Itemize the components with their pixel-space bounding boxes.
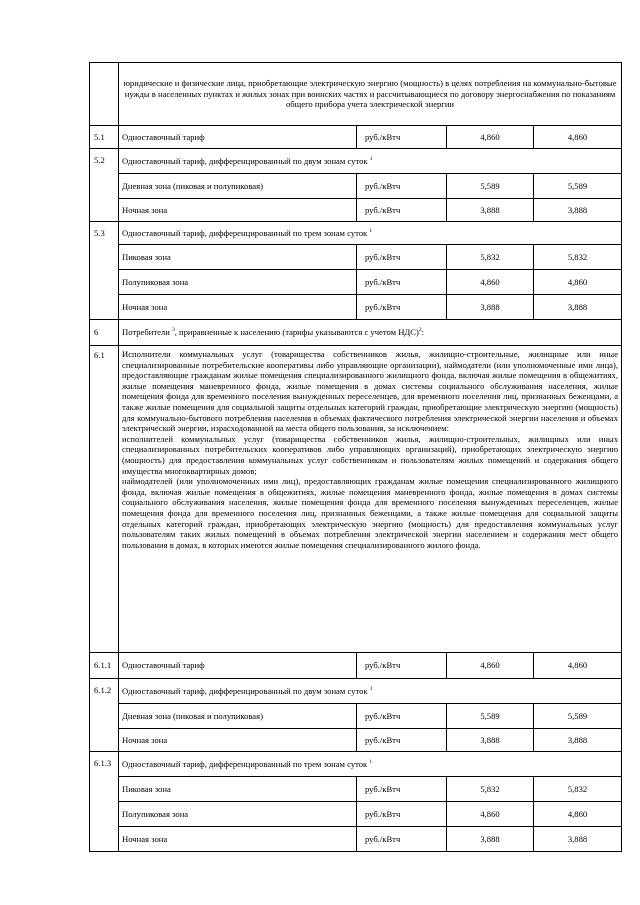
footnote-mark: 1 <box>369 685 373 692</box>
zone-label: Ночная зона <box>119 827 357 852</box>
tariff-table <box>89 62 622 852</box>
value-second-half: 4,860 <box>534 270 622 295</box>
table-row <box>90 222 622 245</box>
category-text-cont: , приравненные к населению (тарифы указываются с учетом НДС) <box>174 327 419 338</box>
tariff-group-label <box>119 149 622 174</box>
row-number: 5.3 <box>90 222 119 320</box>
value-first-half: 5,589 <box>447 704 534 729</box>
zone-label: Полупиковая зона <box>119 270 357 295</box>
value-second-half: 4,860 <box>534 126 622 149</box>
value-first-half: 4,860 <box>447 270 534 295</box>
value-second-half: 5,832 <box>534 777 622 802</box>
unit-cell: руб./кВтч <box>357 729 447 752</box>
footnote-mark: 1 <box>369 227 373 234</box>
footnote-mark: 3 <box>171 327 175 334</box>
value-second-half: 4,860 <box>534 653 622 679</box>
unit-cell: руб./кВтч <box>357 270 447 295</box>
tariff-group-label <box>119 222 622 245</box>
unit-cell: руб./кВтч <box>357 126 447 149</box>
row-number: 6 <box>90 320 119 346</box>
tariff-group-text: Одноставочный тариф, дифференцированный по двум зонам суток <box>122 155 368 166</box>
tariff-label: Одноставочный тариф <box>119 126 357 149</box>
table-row <box>90 149 622 174</box>
table-row <box>90 270 622 295</box>
unit-cell: руб./кВтч <box>357 802 447 827</box>
footnote-mark: 1 <box>369 758 373 765</box>
value-second-half: 3,888 <box>534 827 622 852</box>
zone-label: Дневная зона (пиковая и полупиковая) <box>119 704 357 729</box>
tariff-group-label <box>119 679 622 704</box>
zone-label: Ночная зона <box>119 295 357 320</box>
table-row <box>90 802 622 827</box>
description-paragraph: наймодателей (или уполномоченных ими лиц), предоставляющих гражданам жилые помещения специализированного жилищного фонда, включая жилые помещения в общежитиях, жилые помещения маневренного фонда, жилые помещения в домах системы социального обслуживания населения, жилые помещения фонда для временного поселения вынужденных переселенцев, жилые помещения фонда для временного поселения лиц, признанных беженцами, а также жилые помещения для социальной защиты отдельных категорий граждан, приобретающих электрическую энергию (мощность) для предоставления коммунальных услуг пользователям таких жилых помещений в объемах потребления электрической энергии населением и содержания мест общего пользования в домах, в которых имеются жилые помещения специализированного жилого фонда. <box>122 476 619 550</box>
table-row <box>90 679 622 704</box>
table-row <box>90 704 622 729</box>
table-row <box>90 346 622 653</box>
zone-label: Дневная зона (пиковая и полупиковая) <box>119 174 357 199</box>
table-row <box>90 827 622 852</box>
unit-cell: руб./кВтч <box>357 174 447 199</box>
value-second-half: 3,888 <box>534 729 622 752</box>
tariff-group-text: Одноставочный тариф, дифференцированный по трем зонам суток <box>122 758 368 769</box>
zone-label: Ночная зона <box>119 199 357 222</box>
table-row <box>90 653 622 679</box>
value-second-half: 3,888 <box>534 199 622 222</box>
empty-num-cell <box>90 63 119 126</box>
value-first-half: 5,832 <box>447 777 534 802</box>
unit-cell: руб./кВтч <box>357 199 447 222</box>
unit-cell: руб./кВтч <box>357 827 447 852</box>
unit-cell: руб./кВтч <box>357 653 447 679</box>
unit-cell: руб./кВтч <box>357 295 447 320</box>
unit-cell: руб./кВтч <box>357 704 447 729</box>
category-text: Потребители <box>122 327 172 338</box>
tariff-label: Одноставочный тариф <box>119 653 357 679</box>
table-row <box>90 295 622 320</box>
zone-label: Пиковая зона <box>119 777 357 802</box>
table-row <box>90 126 622 149</box>
tariff-document-page <box>89 62 621 852</box>
value-first-half: 3,888 <box>447 827 534 852</box>
row-number: 6.1.2 <box>90 679 119 752</box>
zone-label: Полупиковая зона <box>119 802 357 827</box>
unit-cell: руб./кВтч <box>357 245 447 270</box>
footnote-mark: 2 <box>418 327 422 334</box>
value-first-half: 5,832 <box>447 245 534 270</box>
footnote-mark: 1 <box>369 155 373 162</box>
value-second-half: 4,860 <box>534 802 622 827</box>
row-number: 6.1 <box>90 346 119 653</box>
value-first-half: 3,888 <box>447 295 534 320</box>
value-first-half: 3,888 <box>447 199 534 222</box>
table-row <box>90 199 622 222</box>
value-second-half: 3,888 <box>534 295 622 320</box>
row-number: 5.1 <box>90 126 119 149</box>
description-paragraph: Исполнители коммунальных услуг (товарищества собственников жилья, жилищно-строительные, жилищные или иные специализированные потребительские кооперативы либо управляющие организации), наймодатели (или уполномоченные ими лица), предоставляющие гражданам жилые помещения специализированного жилищного фонда, включая жилые помещения в общежитиях, жилые помещения маневренного фонда, жилые помещения в домах системы социального обслуживания населения, жилые помещения фонда для временного поселения вынужденных переселенцев, для временного поселения лиц, признанных беженцами, а также жилые помещения для социальной защиты отдельных категорий граждан, приобретающие электрическую энергию (мощность) для коммунально-бытового потребления населения в объемах фактического потребления электрической энергии населения и объемах электрической энергии, израсходованной на места общего пользования, за исключением: <box>122 349 619 434</box>
table-row <box>90 729 622 752</box>
description-paragraph: исполнителей коммунальных услуг (товарищества собственников жилья, жилищно-строительных, жилищных или иных специализированных потребительских кооперативов либо управляющих организаций), приобретающих электрическую энергию (мощность) для предоставления коммунальных услуг собственникам и пользователям жилых помещений и содержания общего имущества многоквартирных домов; <box>122 433 619 476</box>
table-row <box>90 320 622 346</box>
unit-cell: руб./кВтч <box>357 777 447 802</box>
row-number: 5.2 <box>90 149 119 222</box>
value-second-half: 5,589 <box>534 174 622 199</box>
row-number: 6.1.1 <box>90 653 119 679</box>
table-row <box>90 777 622 802</box>
value-first-half: 3,888 <box>447 729 534 752</box>
consumer-category-label <box>119 320 622 346</box>
consumer-group-header-row <box>90 63 622 126</box>
table-row <box>90 245 622 270</box>
tariff-group-text: Одноставочный тариф, дифференцированный по двум зонам суток <box>122 685 368 696</box>
value-second-half: 5,589 <box>534 704 622 729</box>
tariff-group-text: Одноставочный тариф, дифференцированный по трем зонам суток <box>122 227 368 238</box>
consumer-description <box>119 346 622 653</box>
value-first-half: 4,860 <box>447 653 534 679</box>
zone-label: Пиковая зона <box>119 245 357 270</box>
value-first-half: 4,860 <box>447 126 534 149</box>
category-text-end: : <box>421 327 425 338</box>
value-first-half: 4,860 <box>447 802 534 827</box>
value-second-half: 5,832 <box>534 245 622 270</box>
row-number: 6.1.3 <box>90 752 119 852</box>
value-first-half: 5,589 <box>447 174 534 199</box>
tariff-group-label <box>119 752 622 777</box>
table-row <box>90 174 622 199</box>
table-row <box>90 752 622 777</box>
zone-label: Ночная зона <box>119 729 357 752</box>
consumer-group-description: юридические и физические лица, приобретающие электрическую энергию (мощность) в целях потребления на коммунально-бытовые нужды в населенных пунктах и жилых зонах при воинских частях и рассчитывающиеся по договору энергоснабжения по показаниям общего прибора учета электрической энергии <box>119 63 622 126</box>
